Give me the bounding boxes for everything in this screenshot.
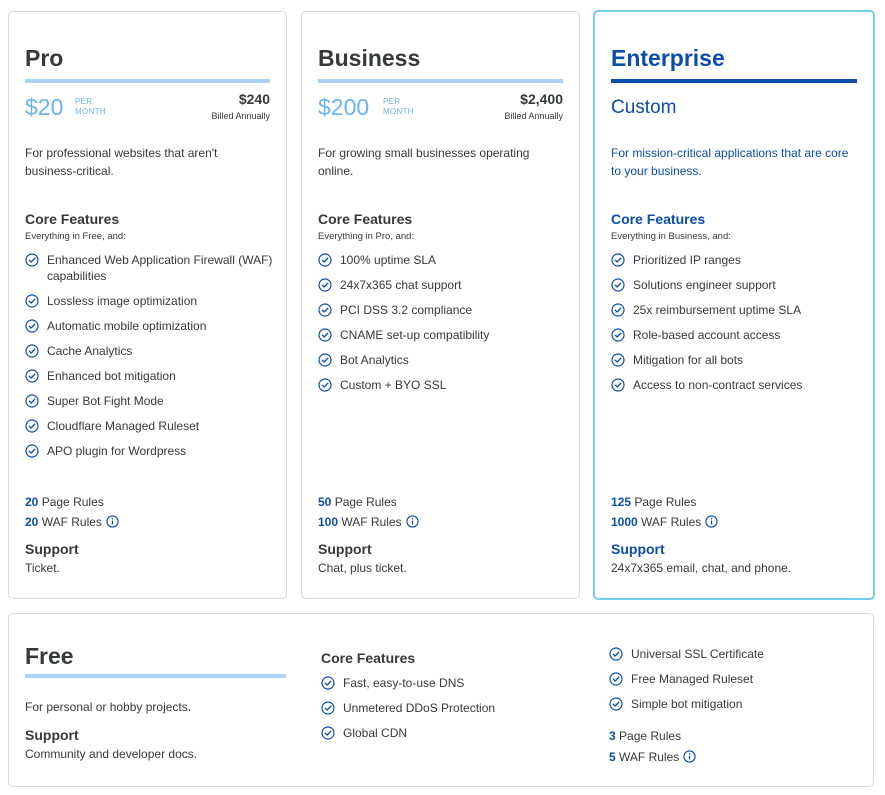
check-circle-icon bbox=[321, 701, 335, 715]
page-rules-label: Page Rules bbox=[634, 495, 697, 509]
feature-label: PCI DSS 3.2 compliance bbox=[340, 303, 473, 317]
check-circle-icon bbox=[25, 319, 39, 333]
feature-item bbox=[318, 277, 567, 293]
check-circle-icon bbox=[611, 253, 625, 267]
plan-price: $200 bbox=[318, 94, 370, 120]
feature-label: CNAME set-up compatibility bbox=[340, 328, 490, 342]
feature-item bbox=[25, 368, 274, 384]
check-circle-icon bbox=[25, 369, 39, 383]
core-features-title: Core Features bbox=[318, 211, 413, 227]
feature-item bbox=[611, 252, 861, 268]
support-title: Support bbox=[25, 541, 79, 557]
feature-label: 100% uptime SLA bbox=[340, 253, 437, 267]
page-rules-label: Page Rules bbox=[41, 495, 104, 509]
page-rules bbox=[611, 492, 718, 512]
feature-item bbox=[25, 443, 274, 459]
feature-label: Super Bot Fight Mode bbox=[47, 394, 164, 408]
waf-rules bbox=[318, 512, 419, 532]
plan-price-custom: Custom bbox=[611, 97, 677, 118]
feature-list bbox=[25, 252, 274, 468]
page-rules bbox=[25, 492, 119, 512]
waf-rules-count: 1000 bbox=[611, 515, 638, 529]
page-rules-count: 3 bbox=[609, 729, 616, 743]
check-circle-icon bbox=[25, 419, 39, 433]
page-rules-label: Page Rules bbox=[334, 495, 397, 509]
feature-item bbox=[25, 252, 274, 284]
feature-item bbox=[611, 277, 861, 293]
core-features-title: Core Features bbox=[321, 650, 416, 666]
plan-card-free bbox=[8, 613, 874, 787]
feature-item bbox=[318, 252, 567, 268]
info-icon[interactable] bbox=[406, 515, 419, 528]
check-circle-icon bbox=[611, 378, 625, 392]
check-circle-icon bbox=[609, 697, 623, 711]
rules-block bbox=[25, 492, 119, 532]
annual-price: $240 bbox=[238, 91, 270, 107]
feature-label: APO plugin for Wordpress bbox=[47, 444, 187, 458]
feature-label: Enhanced Web Application Firewall (WAF) capabilities bbox=[47, 253, 273, 283]
feature-item bbox=[321, 700, 581, 716]
feature-item bbox=[318, 377, 567, 393]
feature-item bbox=[25, 293, 274, 309]
waf-rules-label: WAF Rules bbox=[41, 515, 102, 529]
feature-label: Access to non-contract services bbox=[633, 378, 803, 392]
check-circle-icon bbox=[609, 672, 623, 686]
support-text: Chat, plus ticket. bbox=[318, 561, 407, 575]
feature-item bbox=[25, 343, 274, 359]
support-text: 24x7x365 email, chat, and phone. bbox=[611, 561, 792, 575]
feature-label: Global CDN bbox=[343, 726, 408, 740]
core-features-subtitle: Everything in Free, and: bbox=[25, 231, 126, 242]
check-circle-icon bbox=[321, 676, 335, 690]
check-circle-icon bbox=[25, 344, 39, 358]
feature-label: Fast, easy-to-use DNS bbox=[343, 676, 465, 690]
check-circle-icon bbox=[609, 647, 623, 661]
price-month: MONTH bbox=[383, 107, 414, 116]
feature-list bbox=[321, 675, 581, 750]
check-circle-icon bbox=[611, 328, 625, 342]
feature-list bbox=[318, 252, 567, 402]
waf-rules-count: 100 bbox=[318, 515, 339, 529]
feature-item bbox=[321, 725, 581, 741]
price-period bbox=[75, 97, 106, 117]
price-month: MONTH bbox=[75, 107, 106, 116]
waf-rules-count: 5 bbox=[609, 750, 616, 764]
page-rules bbox=[609, 726, 696, 747]
core-features-title: Core Features bbox=[611, 211, 706, 227]
check-circle-icon bbox=[321, 726, 335, 740]
check-circle-icon bbox=[611, 303, 625, 317]
feature-label: Mitigation for all bots bbox=[633, 353, 744, 367]
plan-title-bar bbox=[611, 79, 857, 83]
check-circle-icon bbox=[25, 394, 39, 408]
feature-item bbox=[318, 327, 567, 343]
core-features-subtitle: Everything in Business, and: bbox=[611, 231, 731, 242]
rules-block bbox=[609, 726, 696, 768]
feature-label: Role-based account access bbox=[633, 328, 781, 342]
feature-label: Cache Analytics bbox=[47, 344, 133, 358]
feature-label: Free Managed Ruleset bbox=[631, 672, 754, 686]
info-icon[interactable] bbox=[705, 515, 718, 528]
plan-card-business bbox=[301, 11, 580, 599]
price-period bbox=[383, 97, 414, 117]
billed-annually: Billed Annually bbox=[504, 111, 563, 121]
feature-item bbox=[611, 327, 861, 343]
check-circle-icon bbox=[611, 353, 625, 367]
billed-annually: Billed Annually bbox=[211, 111, 270, 121]
feature-item bbox=[25, 418, 274, 434]
feature-item bbox=[318, 352, 567, 368]
feature-item bbox=[611, 302, 861, 318]
feature-label: Cloudflare Managed Ruleset bbox=[47, 419, 200, 433]
support-text: Ticket. bbox=[25, 561, 60, 575]
feature-label: Prioritized IP ranges bbox=[633, 253, 741, 267]
price-per: PER bbox=[383, 97, 401, 106]
feature-label: Automatic mobile optimization bbox=[47, 319, 207, 333]
plan-title: Free bbox=[25, 643, 74, 669]
plan-title-bar bbox=[25, 674, 286, 678]
feature-item bbox=[611, 377, 861, 393]
check-circle-icon bbox=[25, 253, 39, 267]
core-features-subtitle: Everything in Pro, and: bbox=[318, 231, 415, 242]
info-icon[interactable] bbox=[106, 515, 119, 528]
rules-block bbox=[611, 492, 718, 532]
feature-label: Unmetered DDoS Protection bbox=[343, 701, 496, 715]
check-circle-icon bbox=[318, 303, 332, 317]
plan-description: For personal or hobby projects. bbox=[25, 700, 192, 714]
plan-title: Pro bbox=[25, 45, 64, 71]
page-rules-label: Page Rules bbox=[619, 729, 682, 743]
core-features-title: Core Features bbox=[25, 211, 120, 227]
feature-label: Solutions engineer support bbox=[633, 278, 776, 292]
check-circle-icon bbox=[318, 378, 332, 392]
feature-label: Custom + BYO SSL bbox=[340, 378, 447, 392]
rules-block bbox=[318, 492, 419, 532]
waf-rules bbox=[611, 512, 718, 532]
plan-title-bar bbox=[25, 79, 270, 83]
page-rules-count: 125 bbox=[611, 495, 632, 509]
feature-item bbox=[25, 393, 274, 409]
waf-rules-label: WAF Rules bbox=[619, 750, 680, 764]
check-circle-icon bbox=[25, 294, 39, 308]
feature-item bbox=[25, 318, 274, 334]
support-title: Support bbox=[318, 541, 372, 557]
check-circle-icon bbox=[318, 278, 332, 292]
plan-title: Enterprise bbox=[611, 45, 725, 71]
price-per: PER bbox=[75, 97, 93, 106]
check-circle-icon bbox=[611, 278, 625, 292]
annual-price: $2,400 bbox=[520, 91, 563, 107]
plan-title-bar bbox=[318, 79, 563, 83]
feature-label: Bot Analytics bbox=[340, 353, 409, 367]
check-circle-icon bbox=[25, 444, 39, 458]
feature-list bbox=[611, 252, 861, 402]
support-title: Support bbox=[611, 541, 665, 557]
feature-label: 24x7x365 chat support bbox=[340, 278, 462, 292]
waf-rules-count: 20 bbox=[25, 515, 39, 529]
feature-label: Lossless image optimization bbox=[47, 294, 198, 308]
check-circle-icon bbox=[318, 353, 332, 367]
page-rules-count: 20 bbox=[25, 495, 39, 509]
feature-list bbox=[609, 646, 859, 721]
feature-label: 25x reimbursement uptime SLA bbox=[633, 303, 802, 317]
waf-rules-label: WAF Rules bbox=[341, 515, 402, 529]
page-rules bbox=[318, 492, 419, 512]
plan-price: $20 bbox=[25, 94, 64, 120]
plan-description: For mission-critical applications that are core to your business. bbox=[611, 146, 849, 178]
plan-description: For growing small businesses operating online. bbox=[318, 146, 530, 178]
waf-rules bbox=[609, 747, 696, 768]
plan-card-pro bbox=[8, 11, 287, 599]
check-circle-icon bbox=[318, 328, 332, 342]
waf-rules-label: WAF Rules bbox=[641, 515, 702, 529]
check-circle-icon bbox=[318, 253, 332, 267]
feature-item bbox=[318, 302, 567, 318]
feature-item bbox=[609, 671, 859, 687]
plan-description: For professional websites that aren't business-critical. bbox=[25, 146, 218, 178]
page-rules-count: 50 bbox=[318, 495, 332, 509]
info-icon[interactable] bbox=[683, 750, 696, 763]
waf-rules bbox=[25, 512, 119, 532]
support-text: Community and developer docs. bbox=[25, 747, 198, 761]
feature-label: Enhanced bot mitigation bbox=[47, 369, 176, 383]
support-title: Support bbox=[25, 727, 79, 743]
feature-label: Universal SSL Certificate bbox=[631, 647, 764, 661]
plan-card-enterprise bbox=[593, 10, 875, 600]
feature-item bbox=[609, 696, 859, 712]
plan-title: Business bbox=[318, 45, 421, 71]
feature-item bbox=[609, 646, 859, 662]
feature-item bbox=[321, 675, 581, 691]
feature-label: Simple bot mitigation bbox=[631, 697, 743, 711]
feature-item bbox=[611, 352, 861, 368]
